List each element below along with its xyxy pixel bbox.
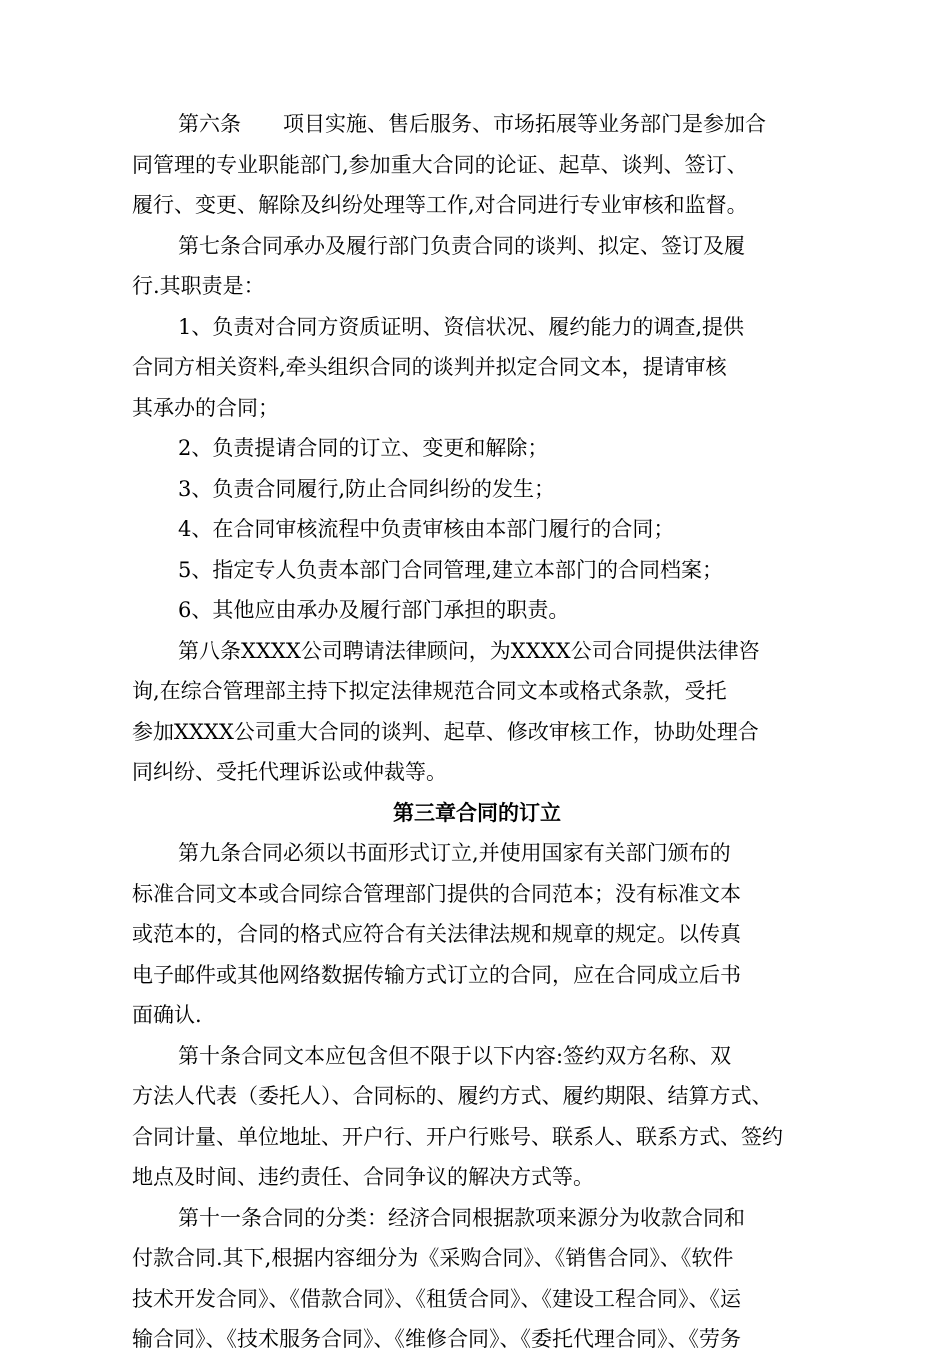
paragraph-line: 4、在合同审核流程中负责审核由本部门履行的合同； bbox=[178, 517, 675, 541]
paragraph-line: 合同计量、单位地址、开户行、开户行账号、联系人、联系方式、签约 bbox=[132, 1124, 783, 1149]
article-10-paragraph bbox=[132, 1036, 822, 1198]
article-9-paragraph bbox=[132, 833, 822, 1036]
list-item bbox=[132, 550, 822, 591]
paragraph-line: 其承办的合同； bbox=[132, 395, 279, 420]
paragraph-line: 询,在综合管理部主持下拟定法律规范合同文本或格式条款，受托 bbox=[132, 679, 727, 703]
paragraph-line: 第六条 项目实施、售后服务、市场拓展等业务部门是参加合 bbox=[178, 112, 766, 136]
paragraph-line: 3、负责合同履行,防止合同纠纷的发生； bbox=[178, 476, 556, 501]
list-item bbox=[132, 509, 822, 550]
paragraph-line: 参加XXXX公司重大合同的谈判、起草、修改审核工作，协助处理合 bbox=[132, 719, 759, 744]
paragraph-line: 1、负责对合同方资质证明、资信状况、履约能力的调查,提供 bbox=[178, 314, 745, 339]
paragraph-line: 同纠纷、受托代理诉讼或仲裁等。 bbox=[132, 760, 447, 784]
paragraph-line: 2、负责提请合同的订立、变更和解除； bbox=[178, 436, 549, 460]
article-8-paragraph bbox=[132, 631, 822, 793]
paragraph-line: 6、其他应由承办及履行部门承担的职责。 bbox=[178, 598, 570, 622]
paragraph-line: 输合同》、《技术服务合同》、《维修合同》、《委托代理合同》、《劳务 bbox=[132, 1327, 741, 1351]
chapter-heading: 第三章合同的订立 bbox=[393, 800, 561, 825]
paragraph-line: 第九条合同必须以书面形式订立,并使用国家有关部门颁布的 bbox=[178, 841, 731, 865]
paragraph-line: 履行、变更、解除及纠纷处理等工作,对合同进行专业审核和监督。 bbox=[132, 193, 748, 217]
paragraph-line: 面确认. bbox=[132, 1003, 202, 1027]
paragraph-line: 技术开发合同》、《借款合同》、《租赁合同》、《建设工程合同》、《运 bbox=[132, 1286, 741, 1311]
paragraph-line: 付款合同.其下,根据内容细分为《采购合同》、《销售合同》、《软件 bbox=[132, 1246, 734, 1270]
paragraph-line: 合同方相关资料,牵头组织合同的谈判并拟定合同文本，提请审核 bbox=[132, 355, 727, 379]
list-item bbox=[132, 428, 822, 469]
list-item bbox=[132, 590, 822, 631]
paragraph-line: 第十一条合同的分类：经济合同根据款项来源分为收款合同和 bbox=[178, 1205, 745, 1230]
paragraph-line: 第八条XXXX公司聘请法律顾问，为XXXX公司合同提供法律咨 bbox=[178, 638, 760, 663]
paragraph-line: 同管理的专业职能部门,参加重大合同的论证、起草、谈判、签订、 bbox=[132, 152, 748, 177]
paragraph-line: 第十条合同文本应包含但不限于以下内容:签约双方名称、双 bbox=[178, 1043, 732, 1068]
paragraph-line: 电子邮件或其他网络数据传输方式订立的合同，应在合同成立后书 bbox=[132, 962, 741, 987]
list-item bbox=[132, 307, 822, 429]
paragraph-line: 标准合同文本或合同综合管理部门提供的合同范本；没有标准文本 bbox=[132, 881, 741, 906]
paragraph-line: 地点及时间、违约责任、合同争议的解决方式等。 bbox=[132, 1165, 594, 1189]
list-item bbox=[132, 469, 822, 510]
paragraph-line: 行.其职责是： bbox=[132, 274, 265, 298]
article-11-paragraph bbox=[132, 1198, 822, 1360]
paragraph-line: 第七条合同承办及履行部门负责合同的谈判、拟定、签订及履 bbox=[178, 233, 745, 258]
article-7-paragraph bbox=[132, 226, 822, 307]
paragraph-line: 方法人代表（委托人）、合同标的、履约方式、履约期限、结算方式、 bbox=[132, 1084, 773, 1108]
paragraph-line: 5、指定专人负责本部门合同管理,建立本部门的合同档案； bbox=[178, 557, 724, 582]
paragraph-line: 或范本的，合同的格式应符合有关法律法规和规章的规定。以传真 bbox=[132, 922, 741, 946]
article-6-paragraph bbox=[132, 104, 822, 226]
document-body bbox=[132, 104, 822, 1360]
